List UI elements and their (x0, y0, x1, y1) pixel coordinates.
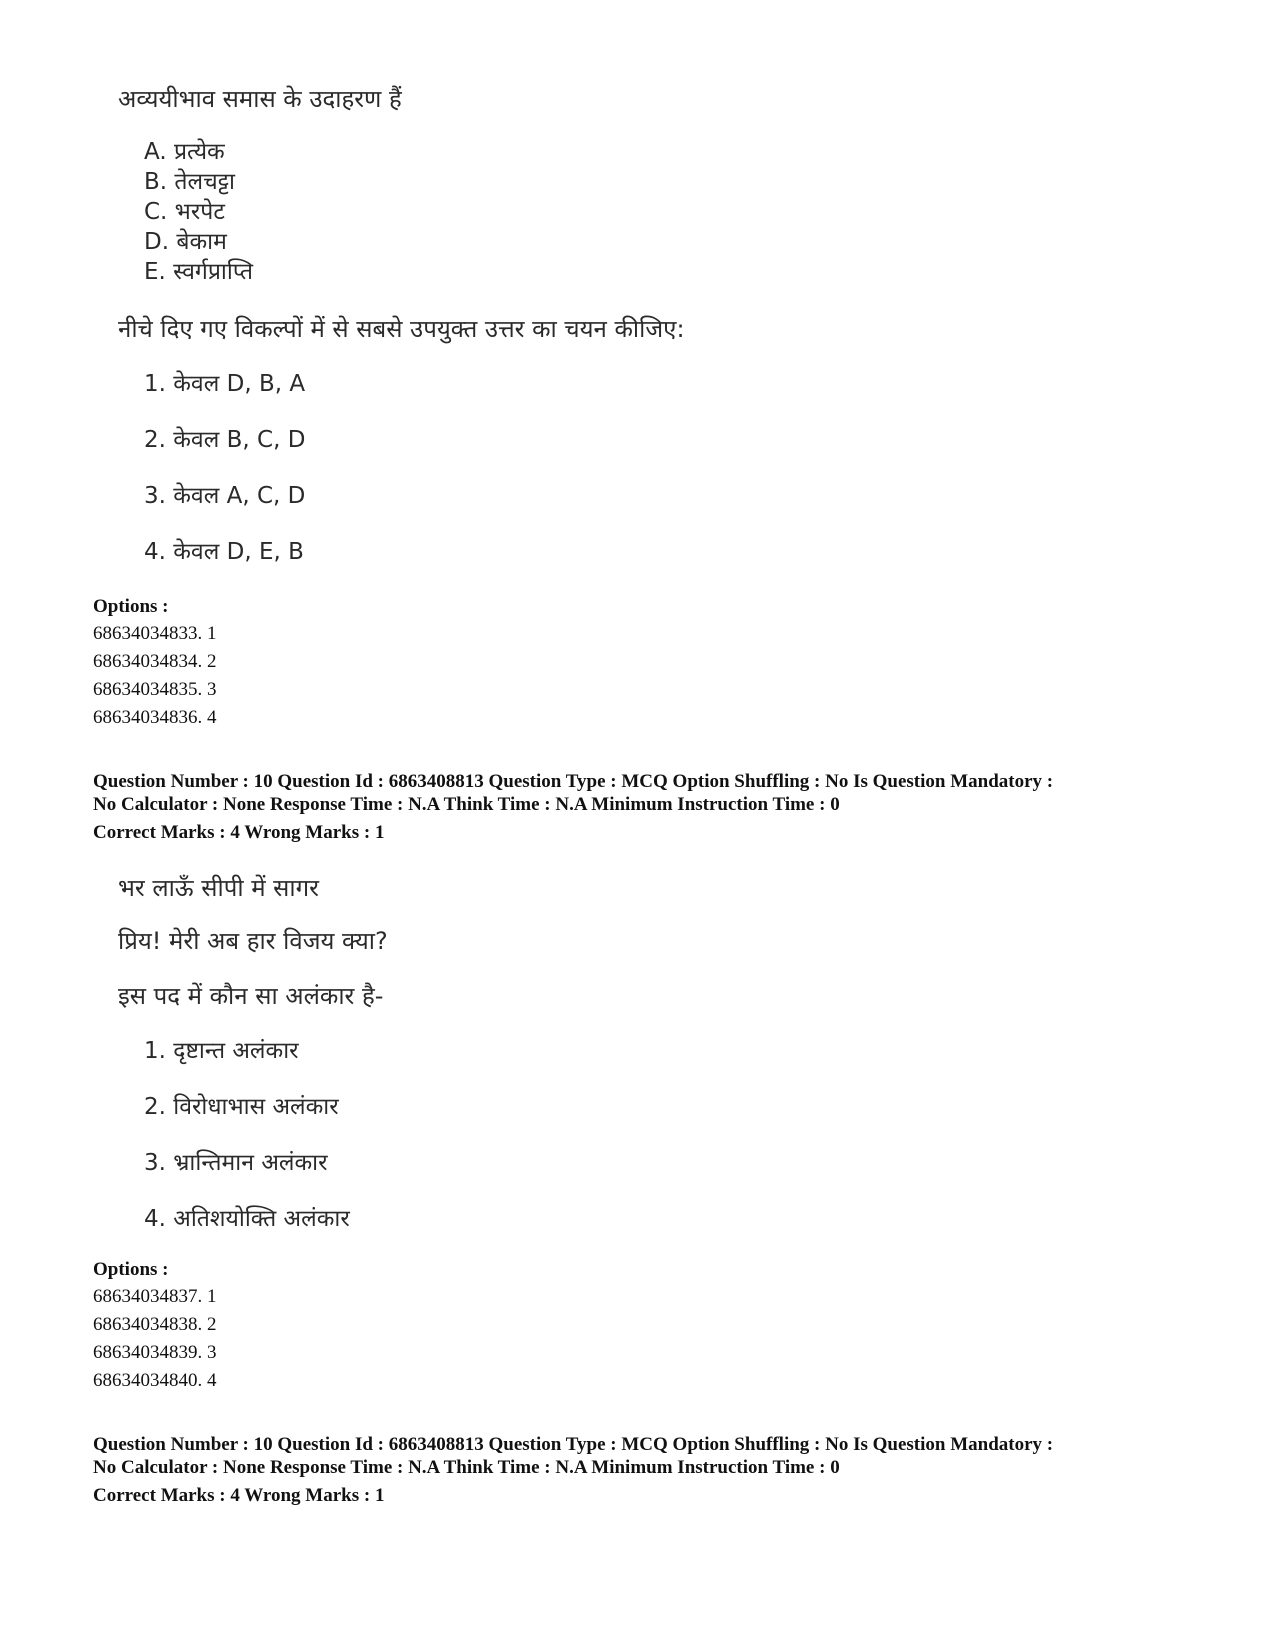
answer-choice: 1. केवल D, B, A (144, 371, 306, 397)
option-id: 68634034837. 1 (93, 1286, 217, 1307)
question-stem: अव्ययीभाव समास के उदाहरण हैं (118, 85, 402, 113)
question-line: भर लाऊँ सीपी में सागर (118, 874, 319, 902)
answer-choice: 4. केवल D, E, B (144, 539, 304, 565)
statement-item: E. स्वर्गप्राप्ति (144, 259, 254, 285)
options-label: Options : (93, 596, 169, 617)
option-id: 68634034835. 3 (93, 679, 217, 700)
question-meta: No Calculator : None Response Time : N.A Think Time : N.A Minimum Instruction Time : 0 (93, 794, 840, 815)
option-id: 68634034838. 2 (93, 1314, 217, 1335)
question-meta: No Calculator : None Response Time : N.A Think Time : N.A Minimum Instruction Time : 0 (93, 1457, 840, 1478)
question-line: इस पद में कौन सा अलंकार है- (118, 982, 384, 1010)
answer-choice: 2. विरोधाभास अलंकार (144, 1094, 339, 1120)
statement-item: C. भरपेट (144, 199, 225, 225)
options-label: Options : (93, 1259, 169, 1280)
statement-item: D. बेकाम (144, 229, 227, 255)
answer-choice: 3. केवल A, C, D (144, 483, 306, 509)
question-marks: Correct Marks : 4 Wrong Marks : 1 (93, 822, 385, 843)
question-meta: Question Number : 10 Question Id : 6863408813 Question Type : MCQ Option Shuffling : No Is Question Mandatory : (93, 1434, 1054, 1455)
option-id: 68634034840. 4 (93, 1370, 217, 1391)
answer-choice: 2. केवल B, C, D (144, 427, 306, 453)
question-marks: Correct Marks : 4 Wrong Marks : 1 (93, 1485, 385, 1506)
question-line: प्रिय! मेरी अब हार विजय क्या? (118, 927, 388, 955)
question-instruction: नीचे दिए गए विकल्पों में से सबसे उपयुक्त उत्तर का चयन कीजिए: (118, 315, 685, 343)
question-meta: Question Number : 10 Question Id : 6863408813 Question Type : MCQ Option Shuffling : No Is Question Mandatory : (93, 771, 1054, 792)
answer-choice: 1. दृष्टान्त अलंकार (144, 1038, 299, 1064)
statement-item: B. तेलचट्टा (144, 169, 235, 195)
option-id: 68634034833. 1 (93, 623, 217, 644)
option-id: 68634034836. 4 (93, 707, 217, 728)
answer-choice: 4. अतिशयोक्ति अलंकार (144, 1206, 350, 1232)
option-id: 68634034834. 2 (93, 651, 217, 672)
answer-choice: 3. भ्रान्तिमान अलंकार (144, 1150, 328, 1176)
statement-item: A. प्रत्येक (144, 139, 225, 165)
option-id: 68634034839. 3 (93, 1342, 217, 1363)
